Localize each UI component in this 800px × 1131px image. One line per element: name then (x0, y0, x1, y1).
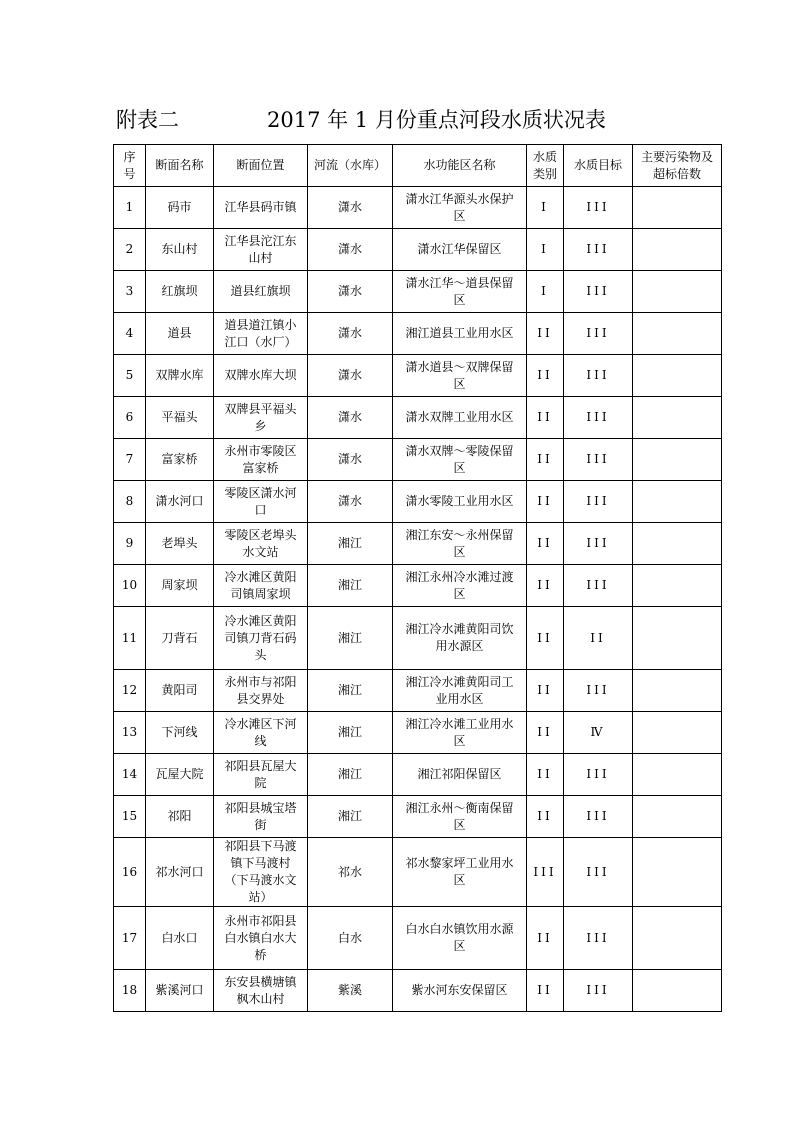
cell-quality: III (527, 838, 564, 907)
header-target: 水质目标 (564, 145, 633, 187)
cell-seq: 2 (114, 229, 146, 271)
cell-quality: II (527, 397, 564, 439)
table-row (114, 229, 722, 271)
header-river: 河流（水库） (308, 145, 393, 187)
cell-pollutants (633, 838, 722, 907)
cell-location: 冷水滩区黄阳司镇周家坝 (214, 565, 308, 607)
appendix-label: 附表二 (116, 108, 179, 132)
cell-river: 紫溪 (308, 970, 393, 1012)
water-quality-table (113, 144, 722, 1012)
cell-target: III (564, 439, 633, 481)
table-row (114, 523, 722, 565)
table-row (114, 313, 722, 355)
cell-name: 富家桥 (146, 439, 214, 481)
cell-seq: 4 (114, 313, 146, 355)
header-pollutants: 主要污染物及超标倍数 (633, 145, 722, 187)
cell-seq: 11 (114, 607, 146, 670)
cell-pollutants (633, 355, 722, 397)
cell-quality: II (527, 565, 564, 607)
cell-quality: II (527, 355, 564, 397)
cell-name: 东山村 (146, 229, 214, 271)
cell-location: 祁阳县下马渡镇下马渡村（下马渡水文站） (214, 838, 308, 907)
cell-river: 湘江 (308, 523, 393, 565)
cell-river: 潇水 (308, 397, 393, 439)
header-quality: 水质类别 (527, 145, 564, 187)
cell-river: 潇水 (308, 439, 393, 481)
table-row (114, 271, 722, 313)
table-row (114, 607, 722, 670)
cell-name: 平福头 (146, 397, 214, 439)
table-header-row (114, 145, 722, 187)
cell-pollutants (633, 907, 722, 970)
cell-pollutants (633, 313, 722, 355)
cell-seq: 18 (114, 970, 146, 1012)
cell-location: 永州市祁阳县白水镇白水大桥 (214, 907, 308, 970)
cell-pollutants (633, 523, 722, 565)
cell-target: III (564, 187, 633, 229)
cell-quality: I (527, 271, 564, 313)
cell-name: 红旗坝 (146, 271, 214, 313)
cell-pollutants (633, 565, 722, 607)
cell-zone: 湘江道县工业用水区 (393, 313, 527, 355)
cell-river: 湘江 (308, 712, 393, 754)
header-location: 断面位置 (214, 145, 308, 187)
table-row (114, 481, 722, 523)
cell-zone: 潇水江华源头水保护区 (393, 187, 527, 229)
cell-name: 双牌水库 (146, 355, 214, 397)
cell-pollutants (633, 670, 722, 712)
cell-zone: 湘江冷水滩黄阳司饮用水源区 (393, 607, 527, 670)
cell-target: III (564, 271, 633, 313)
cell-seq: 9 (114, 523, 146, 565)
cell-river: 湘江 (308, 796, 393, 838)
cell-target: III (564, 838, 633, 907)
cell-zone: 潇水零陵工业用水区 (393, 481, 527, 523)
cell-name: 码市 (146, 187, 214, 229)
cell-river: 潇水 (308, 187, 393, 229)
cell-seq: 14 (114, 754, 146, 796)
cell-location: 祁阳县城宝塔街 (214, 796, 308, 838)
cell-quality: II (527, 439, 564, 481)
table-row (114, 754, 722, 796)
cell-seq: 13 (114, 712, 146, 754)
cell-quality: II (527, 907, 564, 970)
cell-zone: 湘江东安～永州保留区 (393, 523, 527, 565)
page-title: 2017 年 1 月份重点河段水质状况表 (267, 108, 606, 132)
cell-target: III (564, 523, 633, 565)
table-row (114, 187, 722, 229)
cell-river: 湘江 (308, 607, 393, 670)
cell-quality: II (527, 754, 564, 796)
cell-quality: II (527, 607, 564, 670)
cell-target: III (564, 355, 633, 397)
cell-location: 道县红旗坝 (214, 271, 308, 313)
cell-pollutants (633, 712, 722, 754)
cell-target: III (564, 565, 633, 607)
table-row (114, 355, 722, 397)
cell-quality: II (527, 313, 564, 355)
header-zone: 水功能区名称 (393, 145, 527, 187)
cell-target: II (564, 607, 633, 670)
cell-location: 冷水滩区黄阳司镇刀背石码头 (214, 607, 308, 670)
cell-target: III (564, 313, 633, 355)
cell-location: 零陵区潇水河口 (214, 481, 308, 523)
cell-name: 刀背石 (146, 607, 214, 670)
cell-location: 双牌水库大坝 (214, 355, 308, 397)
cell-target: Ⅳ (564, 712, 633, 754)
cell-name: 祁阳 (146, 796, 214, 838)
cell-zone: 潇水江华保留区 (393, 229, 527, 271)
cell-zone: 潇水双牌～零陵保留区 (393, 439, 527, 481)
table-row (114, 712, 722, 754)
cell-river: 潇水 (308, 355, 393, 397)
table-row (114, 907, 722, 970)
cell-name: 黄阳司 (146, 670, 214, 712)
cell-pollutants (633, 754, 722, 796)
cell-target: III (564, 907, 633, 970)
table-row (114, 565, 722, 607)
cell-location: 永州市与祁阳县交界处 (214, 670, 308, 712)
cell-quality: II (527, 970, 564, 1012)
table-row (114, 397, 722, 439)
cell-target: III (564, 397, 633, 439)
cell-quality: II (527, 670, 564, 712)
table-row (114, 439, 722, 481)
cell-target: III (564, 670, 633, 712)
cell-river: 潇水 (308, 229, 393, 271)
cell-location: 道县道江镇小江口（水厂） (214, 313, 308, 355)
cell-zone: 祁水黎家坪工业用水区 (393, 838, 527, 907)
cell-name: 白水口 (146, 907, 214, 970)
cell-zone: 湘江祁阳保留区 (393, 754, 527, 796)
cell-zone: 潇水双牌工业用水区 (393, 397, 527, 439)
cell-name: 潇水河口 (146, 481, 214, 523)
cell-zone: 潇水江华～道县保留区 (393, 271, 527, 313)
cell-pollutants (633, 229, 722, 271)
cell-zone: 湘江永州冷水滩过渡区 (393, 565, 527, 607)
cell-river: 白水 (308, 907, 393, 970)
cell-zone: 湘江永州～衡南保留区 (393, 796, 527, 838)
cell-river: 潇水 (308, 481, 393, 523)
cell-location: 东安县横塘镇枫木山村 (214, 970, 308, 1012)
cell-target: III (564, 796, 633, 838)
cell-name: 下河线 (146, 712, 214, 754)
header-name: 断面名称 (146, 145, 214, 187)
cell-target: III (564, 229, 633, 271)
cell-target: III (564, 481, 633, 523)
cell-quality: I (527, 187, 564, 229)
cell-location: 零陵区老埠头水文站 (214, 523, 308, 565)
table-row (114, 838, 722, 907)
cell-pollutants (633, 397, 722, 439)
cell-zone: 湘江冷水滩工业用水区 (393, 712, 527, 754)
cell-seq: 17 (114, 907, 146, 970)
cell-seq: 3 (114, 271, 146, 313)
cell-name: 瓦屋大院 (146, 754, 214, 796)
cell-quality: II (527, 523, 564, 565)
cell-location: 江华县码市镇 (214, 187, 308, 229)
cell-location: 祁阳县瓦屋大院 (214, 754, 308, 796)
cell-quality: II (527, 796, 564, 838)
cell-name: 紫溪河口 (146, 970, 214, 1012)
cell-location: 双牌县平福头乡 (214, 397, 308, 439)
cell-seq: 7 (114, 439, 146, 481)
cell-pollutants (633, 187, 722, 229)
cell-river: 湘江 (308, 754, 393, 796)
cell-seq: 12 (114, 670, 146, 712)
cell-target: III (564, 754, 633, 796)
cell-zone: 湘江冷水滩黄阳司工业用水区 (393, 670, 527, 712)
cell-seq: 10 (114, 565, 146, 607)
cell-zone: 紫水河东安保留区 (393, 970, 527, 1012)
cell-quality: I (527, 229, 564, 271)
table-row (114, 670, 722, 712)
cell-seq: 6 (114, 397, 146, 439)
cell-pollutants (633, 970, 722, 1012)
cell-seq: 8 (114, 481, 146, 523)
cell-location: 永州市零陵区富家桥 (214, 439, 308, 481)
cell-name: 周家坝 (146, 565, 214, 607)
cell-river: 湘江 (308, 565, 393, 607)
cell-pollutants (633, 439, 722, 481)
cell-pollutants (633, 271, 722, 313)
cell-river: 祁水 (308, 838, 393, 907)
table-row (114, 970, 722, 1012)
cell-quality: II (527, 712, 564, 754)
cell-river: 潇水 (308, 313, 393, 355)
cell-pollutants (633, 796, 722, 838)
cell-name: 道县 (146, 313, 214, 355)
cell-zone: 潇水道县～双牌保留区 (393, 355, 527, 397)
cell-location: 冷水滩区下河线 (214, 712, 308, 754)
cell-location: 江华县沱江东山村 (214, 229, 308, 271)
cell-name: 老埠头 (146, 523, 214, 565)
cell-pollutants (633, 607, 722, 670)
cell-seq: 5 (114, 355, 146, 397)
cell-name: 祁水河口 (146, 838, 214, 907)
cell-seq: 16 (114, 838, 146, 907)
header-seq: 序号 (114, 145, 146, 187)
cell-target: III (564, 970, 633, 1012)
cell-pollutants (633, 481, 722, 523)
table-row (114, 796, 722, 838)
cell-river: 潇水 (308, 271, 393, 313)
cell-river: 湘江 (308, 670, 393, 712)
cell-zone: 白水白水镇饮用水源区 (393, 907, 527, 970)
cell-seq: 15 (114, 796, 146, 838)
cell-quality: II (527, 481, 564, 523)
title-row (116, 100, 716, 138)
cell-seq: 1 (114, 187, 146, 229)
